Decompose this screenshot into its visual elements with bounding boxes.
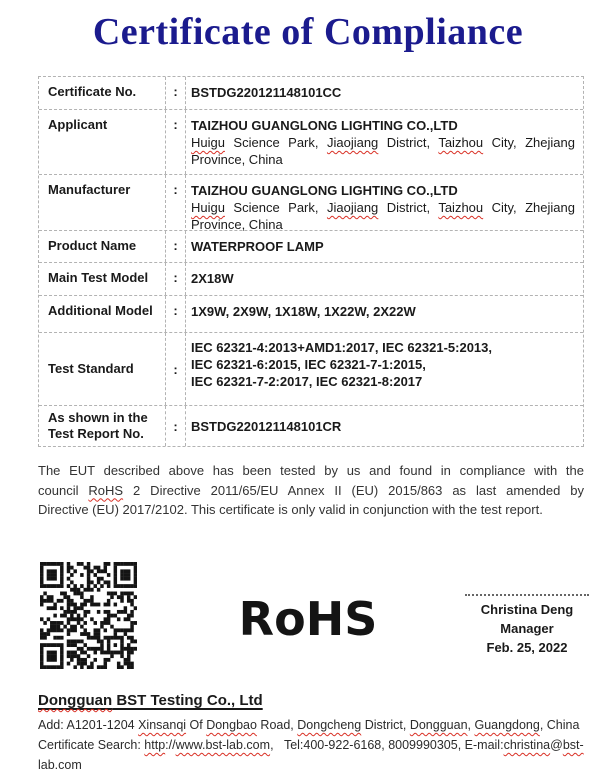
manufacturer-address-line1: Huigu Science Park, Jiaojiang District, Taizhou City, Zhejiang [191,200,575,215]
colon-separator: : [166,333,186,405]
colon-separator: : [166,406,186,446]
test-standard-line2: IEC 62321-6:2015, IEC 62321-7-1:2015, [191,357,426,372]
statement-line3: Directive (EU) 2017/2102. This certificate is only valid in conjunction with the test report. [38,502,543,517]
signature-date: Feb. 25, 2022 [486,640,568,655]
colon-separator: : [166,231,186,262]
certificate-number-value: BSTDG220121148101CC [191,85,342,100]
applicant-value [186,110,583,174]
colon-separator: : [166,263,186,295]
statement-line2: council RoHS 2 Directive 2011/65/EU Annex II (EU) 2015/863 as last amended by [38,482,585,498]
test-standard-line1: IEC 62321-4:2013+AMD1:2017, IEC 62321-5:2013, [191,340,492,355]
colon-separator: : [166,296,186,332]
certificate-title: Certificate of Compliance [92,11,524,53]
rohs-logo: RoHS [238,592,378,646]
signature-block [456,594,598,657]
footer-address: Add: A1201-1204 Xinsanqi Of Dongbao Road, Dongcheng District, Dongguan, Guangdong, China [38,718,580,732]
manufacturer-address-line2: Province, China [191,217,283,232]
table-row-additional-model [39,296,583,333]
manufacturer-value [186,175,583,233]
applicant-address-line2: Province, China [191,152,283,167]
certificate-table [38,76,584,447]
colon-separator: : [166,110,186,174]
row-label: Applicant [39,110,166,174]
product-name-value: WATERPROOF LAMP [191,239,324,254]
row-label: Certificate No. [39,77,166,109]
row-label: Additional Model [39,296,166,332]
test-standard-value [186,333,583,405]
compliance-statement [38,461,584,520]
additional-model-value: 1X9W, 2X9W, 1X18W, 1X22W, 2X22W [191,304,416,319]
footer-contact: Certificate Search: http://www.bst-lab.com, Tel:400-922-6168, 8009990305, E-mail:christina@bst-lab.com [38,738,584,770]
seal-and-signature-band [0,558,616,678]
colon-separator: : [166,77,186,109]
signature-dotted-line [465,594,589,596]
footer-company-name: Dongguan BST Testing Co., Ltd [38,692,263,709]
table-row-applicant [39,110,583,175]
applicant-address-line1: Huigu Science Park, Jiaojiang District, Taizhou City, Zhejiang [191,135,575,150]
row-label: Test Standard [39,333,166,405]
footer [38,692,590,770]
manufacturer-company: TAIZHOU GUANGLONG LIGHTING CO.,LTD [191,183,458,198]
table-row-main-test-model [39,263,583,296]
row-label: Product Name [39,231,166,262]
main-test-model-value: 2X18W [191,271,234,286]
table-row-certificate-no [39,77,583,110]
table-row-manufacturer [39,175,583,231]
statement-line1: The EUT described above has been tested by us and found in compliance with the [38,463,584,478]
applicant-company: TAIZHOU GUANGLONG LIGHTING CO.,LTD [191,118,458,133]
report-label-line2: Test Report No. [48,426,144,441]
table-row-test-report-no [39,406,583,446]
signatory-role: Manager [500,621,554,636]
report-label-line1: As shown in the [48,410,148,425]
row-label: Manufacturer [39,175,166,233]
signatory-name: Christina Deng [480,602,574,617]
table-row-test-standard [39,333,583,406]
test-report-number-value: BSTDG220121148101CR [191,418,342,434]
test-standard-line3: IEC 62321-7-2:2017, IEC 62321-8:2017 [191,374,423,389]
row-label: Main Test Model [39,263,166,295]
colon-separator: : [166,175,186,233]
table-row-product-name [39,231,583,263]
row-label [39,406,166,446]
